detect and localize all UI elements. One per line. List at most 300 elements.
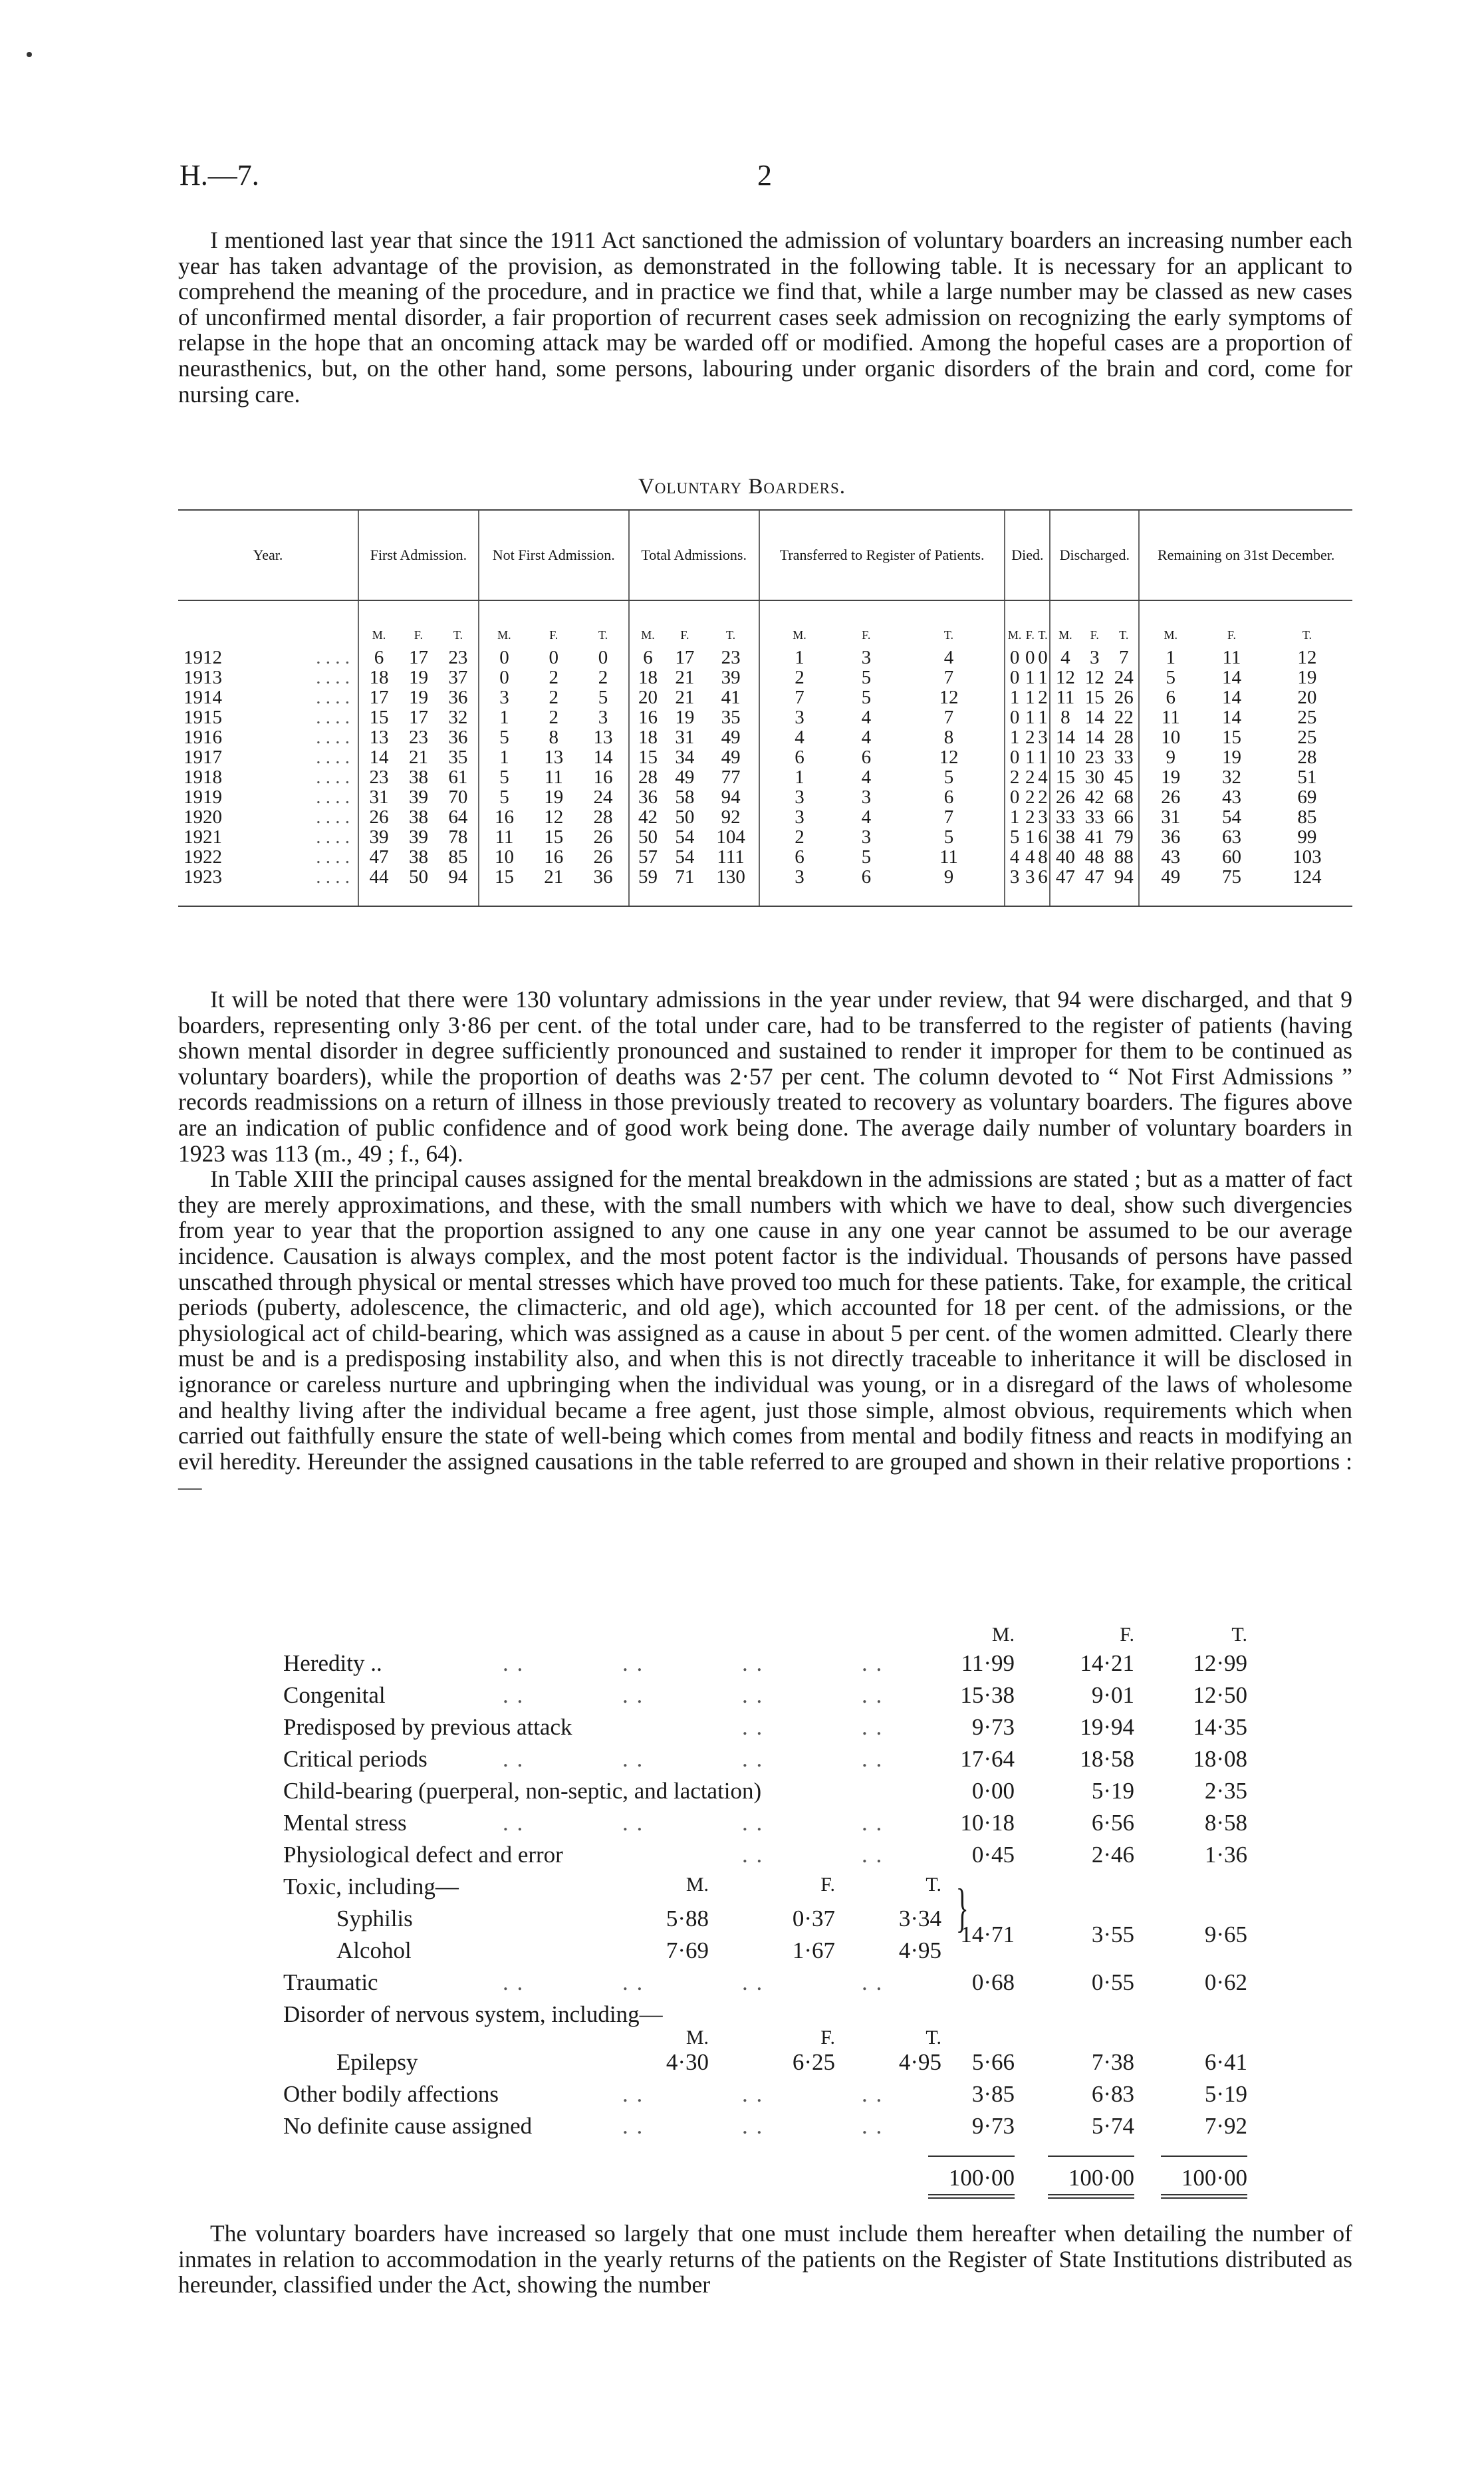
table-cell: 25 — [1297, 727, 1317, 748]
table-cell: 17 — [358, 687, 399, 707]
table-cell: 16 — [479, 807, 529, 827]
brace-glyph: } — [955, 1879, 969, 1937]
table-cell: 0 — [479, 648, 529, 668]
table-cell: 9 — [893, 867, 1005, 906]
table-cell: 1 — [1025, 687, 1035, 708]
table-cell: 40 — [1050, 847, 1080, 867]
table-cell: 11 — [1139, 707, 1201, 727]
table-cell: 79 — [1114, 826, 1134, 848]
leader-dots: . . — [503, 1746, 525, 1772]
year-cell: 1919 — [184, 787, 222, 808]
table-cell: 24 — [593, 787, 613, 808]
table-cell: 15 — [358, 707, 399, 727]
table-cell: 0 — [1005, 747, 1023, 767]
table-cell: 13 — [544, 747, 564, 768]
table-cell: 2 — [549, 707, 558, 728]
table-cell: 85 — [1297, 806, 1317, 828]
table-cell: 2 — [1038, 687, 1048, 708]
table-cell: 32 — [1221, 767, 1241, 788]
leader-dots: . . — [503, 1650, 525, 1676]
mft-label: T. — [1119, 628, 1129, 642]
table-cell: 57 — [629, 847, 667, 867]
table-cell: 43 — [1139, 847, 1201, 867]
value-f: 6·83 — [1091, 2081, 1134, 2107]
value-f: 5·19 — [1091, 1778, 1134, 1804]
header-t: T. — [1231, 1624, 1247, 1646]
table-cell: 15 — [1084, 687, 1104, 708]
table-cell: 0 — [1005, 787, 1023, 807]
cause-label: Toxic, including— — [283, 1874, 459, 1900]
cause-label: Disorder of nervous system, including— — [283, 2001, 663, 2027]
table-cell: 7 — [943, 707, 954, 728]
table-cell: 2 — [549, 667, 558, 688]
leader-dots: . . — [622, 1810, 644, 1836]
table-cell: 16 — [593, 767, 613, 788]
table-cell: 0 — [1025, 647, 1035, 668]
table-cell: 19 — [1221, 747, 1241, 768]
table-cell: 7 — [943, 806, 954, 828]
value-f: 2·46 — [1091, 1842, 1134, 1868]
cause-row — [283, 1714, 1254, 1746]
table-cell: 7 — [1119, 647, 1129, 668]
cause-subrow-alcohol — [283, 1937, 1254, 1969]
leader-dots: . . — [862, 1842, 884, 1868]
table-cell: 8 — [549, 727, 558, 748]
group-header: Transferred to Register of Patients. — [759, 510, 1005, 600]
table-cell: 16 — [544, 846, 564, 868]
table-cell: 17 — [408, 647, 428, 668]
table-cell: 8 — [1038, 846, 1048, 868]
table-cell: 17 — [408, 707, 428, 728]
table-cell: 94 — [1109, 867, 1139, 906]
cause-row — [283, 1810, 1254, 1842]
causes-header-row — [283, 1624, 1254, 1650]
mft-label: T. — [453, 628, 463, 642]
sub-header-f: F. — [820, 2027, 835, 2048]
table-cell: 19 — [408, 667, 428, 688]
mft-label: F. — [680, 628, 689, 642]
table-cell: 4 — [861, 767, 872, 788]
sub-cause-label: Epilepsy — [336, 2049, 418, 2075]
table-cell: 2 — [759, 668, 839, 687]
table-cell: 28 — [593, 806, 613, 828]
table-cell: 15 — [629, 747, 667, 767]
year-cell: 1912 — [184, 647, 222, 668]
table-cell: 0 — [1005, 648, 1023, 668]
cause-row — [283, 1650, 1254, 1682]
value-t: 18·08 — [1193, 1746, 1247, 1772]
table-cell: 36 — [578, 867, 629, 906]
leader-dots: . . — [622, 1682, 644, 1708]
value-t: 14·35 — [1193, 1714, 1247, 1740]
table-cell: 3 — [759, 807, 839, 827]
value-f: 0·55 — [1091, 1969, 1134, 1995]
table-cell: 39 — [408, 787, 428, 808]
table-cell: 32 — [448, 707, 468, 728]
mft-label: F. — [1227, 628, 1237, 642]
table-cell: 33 — [1050, 807, 1080, 827]
value-f: 7·38 — [1091, 2049, 1134, 2075]
total-m: 100·00 — [948, 2165, 1015, 2191]
table-cell: 8 — [1050, 707, 1080, 727]
leader-dots: . . — [622, 2113, 644, 2139]
value-t: 2·35 — [1204, 1778, 1247, 1804]
table-cell: 49 — [1139, 867, 1201, 906]
table-cell: 103 — [1293, 846, 1322, 868]
sub-value-t: 4·95 — [898, 2049, 941, 2075]
table-cell: 18 — [358, 668, 399, 687]
table-cell: 7 — [759, 687, 839, 707]
table-cell: 14 — [1084, 727, 1104, 748]
table-cell: 2 — [1025, 806, 1035, 828]
mft-label: M. — [479, 600, 529, 648]
table-cell: 28 — [1297, 747, 1317, 768]
year-cell: 1916 — [184, 727, 222, 748]
table-cell: 11 — [544, 767, 563, 788]
table-cell: 6 — [861, 747, 872, 768]
leader-dots: . . — [503, 1969, 525, 1995]
table-cell: 12 — [1297, 647, 1317, 668]
table-row — [178, 847, 1352, 867]
leader-dots: . . . . — [316, 687, 350, 708]
leader-dots: . . — [742, 1810, 764, 1836]
cause-row-toxic — [283, 1874, 1254, 1906]
leader-dots: . . — [742, 1682, 764, 1708]
year-cell: 1918 — [184, 767, 222, 788]
leader-dots: . . . . — [316, 727, 350, 748]
total-rule — [1048, 2156, 1134, 2157]
table-cell: 77 — [721, 767, 741, 788]
mft-label: T. — [943, 628, 954, 642]
table-cell: 18 — [629, 668, 667, 687]
leader-dots: . . . . — [316, 767, 350, 788]
table-cell: 49 — [721, 747, 741, 768]
table-cell: 47 — [358, 847, 399, 867]
table-cell: 19 — [675, 707, 695, 728]
table-cell: 2 — [1025, 787, 1035, 808]
table-cell: 38 — [408, 767, 428, 788]
table-cell: 1 — [1025, 667, 1035, 688]
value-m: 10·18 — [960, 1810, 1015, 1836]
value-t: 8·58 — [1204, 1810, 1247, 1836]
sub-value-f: 6·25 — [792, 2049, 835, 2075]
table-cell: 54 — [675, 846, 695, 868]
table-cell: 15 — [1050, 767, 1080, 787]
value-f: 18·58 — [1080, 1746, 1134, 1772]
table-cell: 14 — [358, 747, 399, 767]
table-cell: 19 — [408, 687, 428, 708]
table-cell: 1 — [1005, 727, 1023, 747]
table-cell: 12 — [1084, 667, 1104, 688]
table-cell: 39 — [358, 827, 399, 847]
table-cell: 22 — [1114, 707, 1134, 728]
table-cell: 36 — [1139, 827, 1201, 847]
table-cell: 31 — [675, 727, 695, 748]
total-double-rule — [1161, 2194, 1247, 2195]
table-cell: 11 — [1222, 647, 1241, 668]
table-cell: 5 — [479, 787, 529, 807]
mft-header-row — [178, 600, 1352, 648]
table-cell: 43 — [1221, 787, 1241, 808]
table-row — [178, 867, 1352, 906]
table-cell: 50 — [629, 827, 667, 847]
year-cell: 1913 — [184, 667, 222, 688]
year-cell: 1921 — [184, 826, 222, 848]
cause-row-traumatic — [283, 1969, 1254, 2001]
cause-row-nervous — [283, 2001, 1254, 2027]
table-cell: 34 — [675, 747, 695, 768]
table-cell: 41 — [1084, 826, 1104, 848]
cause-totals-row — [283, 2165, 1254, 2197]
table-cell: 18 — [629, 727, 667, 747]
table-cell: 14 — [1084, 707, 1104, 728]
table-cell: 20 — [1297, 687, 1317, 708]
paragraph-2 — [178, 987, 1352, 1500]
sub-value-f: 1·67 — [792, 1937, 835, 1963]
table-cell: 6 — [943, 787, 954, 808]
table-body — [178, 600, 1352, 906]
leader-dots: . . — [503, 1810, 525, 1836]
table-cell: 2 — [549, 687, 558, 708]
table-cell: 3 — [861, 647, 872, 668]
total-rule — [1161, 2156, 1247, 2157]
sub-header-f: F. — [820, 1874, 835, 1896]
table-cell: 50 — [399, 867, 438, 906]
mft-label: F. — [414, 628, 423, 642]
table-cell: 5 — [479, 767, 529, 787]
value-t: 12·99 — [1193, 1650, 1247, 1676]
table-row — [178, 707, 1352, 727]
table-cell: 3 — [1090, 647, 1100, 668]
table-cell: 7 — [943, 667, 954, 688]
table-cell: 37 — [448, 667, 468, 688]
table-cell: 92 — [721, 806, 741, 828]
table-cell: 25 — [1297, 707, 1317, 728]
year-cell: 1917 — [184, 747, 222, 768]
mft-label: F. — [1090, 628, 1099, 642]
table-cell: 60 — [1221, 846, 1241, 868]
group-header: Died. — [1005, 510, 1050, 600]
cause-label: Critical periods — [283, 1746, 428, 1772]
table-cell: 4 — [1025, 846, 1035, 868]
leader-dots: . . — [622, 1969, 644, 1995]
table-cell: 4 — [759, 727, 839, 747]
table-cell: 23 — [1084, 747, 1104, 768]
value-f: 5·74 — [1091, 2113, 1134, 2139]
total-rule-row — [283, 2145, 1254, 2165]
table-cell: 5 — [861, 846, 872, 868]
cause-row — [283, 1778, 1254, 1810]
table-cell: 26 — [1139, 787, 1201, 807]
table-cell: 3 — [1024, 867, 1037, 906]
year-cell: 1914 — [184, 687, 222, 708]
table-cell: 5 — [943, 826, 954, 848]
table-cell: 2 — [759, 827, 839, 847]
table-cell: 2 — [1005, 767, 1023, 787]
table-cell: 4 — [1050, 648, 1080, 668]
cause-label: Other bodily affections — [283, 2081, 499, 2107]
table-cell: 88 — [1114, 846, 1134, 868]
table-cell: 1 — [1038, 707, 1048, 728]
table-cell: 3 — [598, 707, 608, 728]
table-cell: 13 — [358, 727, 399, 747]
table-cell: 0 — [479, 668, 529, 687]
table-cell: 38 — [1050, 827, 1080, 847]
table-row — [178, 687, 1352, 707]
cause-row — [283, 2081, 1254, 2113]
total-t: 100·00 — [1181, 2165, 1247, 2191]
nervous-subheader-row — [283, 2027, 1254, 2049]
cause-label: Mental stress — [283, 1810, 407, 1836]
table-row — [178, 648, 1352, 668]
table-cell: 6 — [629, 648, 667, 668]
table-cell: 24 — [1114, 667, 1134, 688]
table-cell: 44 — [358, 867, 399, 906]
table-cell: 9 — [1139, 747, 1201, 767]
causes-rest — [283, 2081, 1254, 2145]
table-cell: 4 — [861, 707, 872, 728]
leader-dots: . . — [862, 1746, 884, 1772]
table-cell: 124 — [1262, 867, 1352, 906]
sub-value-m: 7·69 — [666, 1937, 709, 1963]
table-cell: 39 — [721, 667, 741, 688]
table-cell: 26 — [593, 846, 613, 868]
mft-label: T. — [1038, 628, 1048, 642]
table-row — [178, 767, 1352, 787]
table-cell: 48 — [1084, 846, 1104, 868]
table-cell: 36 — [629, 787, 667, 807]
table-cell: 21 — [675, 687, 695, 708]
table-cell: 49 — [721, 727, 741, 748]
value-m: 0·00 — [971, 1778, 1015, 1804]
value-f: 3·55 — [1091, 1921, 1134, 1947]
table-cell: 6 — [839, 867, 893, 906]
group-header: First Admission. — [358, 510, 479, 600]
table-cell: 1 — [759, 767, 839, 787]
table-cell: 35 — [448, 747, 468, 768]
table-cell: 14 — [1050, 727, 1080, 747]
table-cell: 23 — [448, 647, 468, 668]
cause-row — [283, 2113, 1254, 2145]
table-cell: 94 — [721, 787, 741, 808]
table-cell: 3 — [759, 787, 839, 807]
value-m: 0·45 — [971, 1842, 1015, 1868]
mft-label: M. — [358, 600, 399, 648]
mft-label: M. — [759, 600, 839, 648]
sub-value-t: 4·95 — [898, 1937, 941, 1963]
table-cell: 26 — [1050, 787, 1080, 807]
table-cell: 35 — [721, 707, 741, 728]
table-cell: 4 — [1005, 847, 1023, 867]
header-m: M. — [991, 1624, 1015, 1646]
table-cell: 15 — [479, 867, 529, 906]
sub-value-t: 3·34 — [898, 1906, 941, 1931]
leader-dots: . . . . — [316, 806, 350, 828]
table-cell: 45 — [1114, 767, 1134, 788]
value-m: 9·73 — [971, 2113, 1015, 2139]
table-cell: 26 — [1114, 687, 1134, 708]
leader-dots: . . . . — [316, 747, 350, 768]
value-t: 0·62 — [1204, 1969, 1247, 1995]
table-cell: 23 — [721, 647, 741, 668]
value-m: 14·71 — [960, 1921, 1015, 1947]
table-cell: 5 — [598, 687, 608, 708]
table-cell: 5 — [479, 727, 529, 747]
table-cell: 130 — [703, 867, 759, 906]
cause-label: Heredity .. — [283, 1650, 382, 1676]
leader-dots: . . — [742, 1842, 764, 1868]
table-cell: 10 — [479, 847, 529, 867]
table-cell: 5 — [861, 687, 872, 708]
table-cell: 11 — [479, 827, 529, 847]
sub-header-t: T. — [926, 2027, 941, 2048]
table-cell: 23 — [408, 727, 428, 748]
leader-dots: . . — [862, 2113, 884, 2139]
table-cell: 5 — [861, 667, 872, 688]
leader-dots: . . . . — [316, 787, 350, 808]
table-cell: 6 — [358, 648, 399, 668]
leader-dots: . . — [862, 1714, 884, 1740]
voluntary-boarders-table — [178, 509, 1352, 907]
group-header: Total Admissions. — [629, 510, 759, 600]
sub-header-t: T. — [926, 1874, 941, 1896]
table-cell: 70 — [448, 787, 468, 808]
causes-main — [283, 1650, 1254, 1874]
leader-dots: . . — [742, 2113, 764, 2139]
leader-dots: . . . . — [316, 846, 350, 868]
table-cell: 12 — [939, 747, 959, 768]
table-header-row — [178, 510, 1352, 600]
table-cell: 66 — [1114, 806, 1134, 828]
mft-label: F. — [862, 628, 871, 642]
value-t: 7·92 — [1204, 2113, 1247, 2139]
table-cell: 6 — [1038, 826, 1048, 848]
table-cell: 19 — [544, 787, 564, 808]
table-cell: 0 — [1005, 668, 1023, 687]
sub-header-m: M. — [685, 1874, 709, 1896]
cause-row — [283, 1746, 1254, 1778]
table-cell: 6 — [1139, 687, 1201, 707]
cause-row — [283, 1682, 1254, 1714]
table-cell: 38 — [408, 806, 428, 828]
header-f: F. — [1120, 1624, 1134, 1646]
table-cell: 38 — [408, 846, 428, 868]
table-cell: 4 — [943, 647, 954, 668]
table-cell: 111 — [717, 846, 745, 868]
mft-label: F. — [1025, 628, 1035, 642]
total-double-rule — [928, 2197, 1015, 2199]
table-cell: 1 — [1139, 648, 1201, 668]
table-cell: 6 — [759, 847, 839, 867]
table-cell: 26 — [593, 826, 613, 848]
year-cell: 1915 — [184, 707, 222, 728]
value-m: 0·68 — [971, 1969, 1015, 1995]
value-t: 6·41 — [1204, 2049, 1247, 2075]
cause-label: Child-bearing (puerperal, non-septic, and lactation) — [283, 1778, 762, 1804]
table-cell: 71 — [666, 867, 703, 906]
table-cell: 14 — [1221, 687, 1241, 708]
total-double-rule — [1048, 2194, 1134, 2195]
value-m: 11·99 — [961, 1650, 1015, 1676]
leader-dots: . . — [742, 1650, 764, 1676]
total-f: 100·00 — [1068, 2165, 1134, 2191]
page-number: 2 — [757, 159, 772, 191]
table-cell: 3 — [479, 687, 529, 707]
document-reference: H.—7. — [180, 159, 259, 191]
leader-dots: . . — [862, 1969, 884, 1995]
total-double-rule — [1161, 2197, 1247, 2199]
table-cell: 41 — [721, 687, 741, 708]
